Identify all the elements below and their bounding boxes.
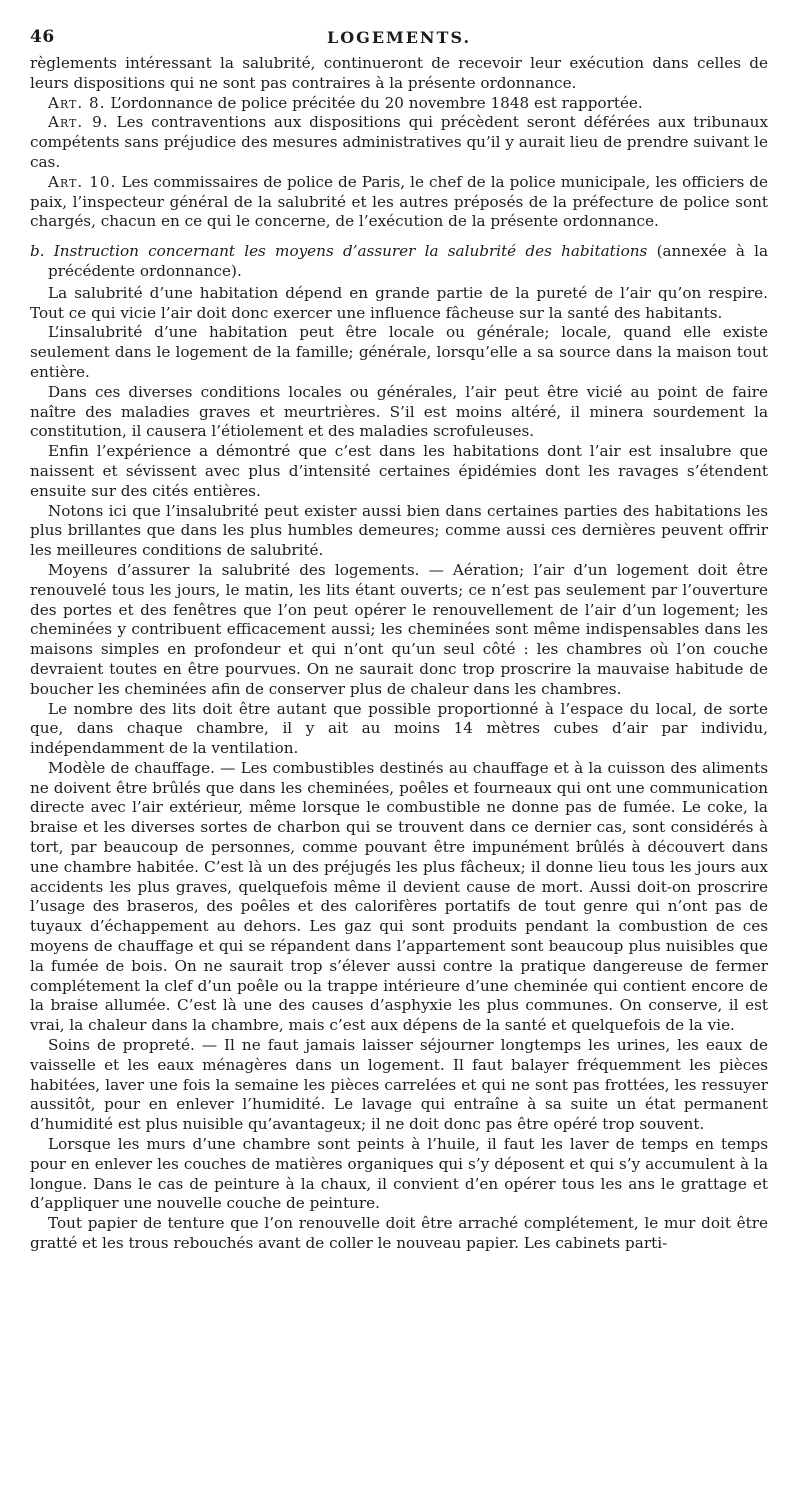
running-title: LOGEMENTS. [326, 28, 472, 47]
page-number: 46 [30, 27, 55, 47]
article-10 [30, 173, 768, 232]
paragraph: Enfin l’expérience a démontré que c’est dans les habitations dont l’air est insalubre que naissent et sévissent avec plus d’intensité certaines épidémies dont les ravages s’étendent ensuite sur des cités entières. [30, 442, 768, 500]
section-letter: b. [30, 242, 45, 261]
section-title-rest: (annexée à la précédente ordonnance). [48, 242, 769, 280]
paragraph: Le nombre des lits doit être autant que possible proportionné à l’espace du local, de sorte que, dans chaque chambre, il y ait au moins 14 mètres cubes d’air par individu, indépendamment de la ventilation. [30, 699, 768, 758]
paragraph: Soins de propreté. — Il ne faut jamais laisser séjourner longtemps les urines, les eaux de vaisselle et les eaux ménagères dans un logement. Il faut balayer fréquemment les pièces habitées, laver une fois la semaine les pièces carrelées et qui ne sont pas frottées, les ressuyer aussitôt, pour en enlever l’humidité. Le lavage qui entraîne à sa suite un état permanent d’humidité est plus nuisible qu’avantageux; il ne doit donc pas être opéré trop souvent. [30, 1036, 768, 1134]
article-9 [30, 113, 768, 172]
article-label: Art. 9. [48, 113, 109, 132]
paragraph: Notons ici que l’insalubrité peut exister aussi bien dans certaines parties des habitations les plus brillantes que dans les plus humbles demeures; comme aussi ces dernières peuvent offrir les meilleures conditions de salubrité. [30, 501, 768, 560]
article-text: L’ordonnance de police précitée du 20 novembre 1848 est rapportée. [110, 93, 643, 112]
paragraph: Moyens d’assurer la salubrité des logements. — Aération; l’air d’un logement doit être renouvelé tous les jours, le matin, les lits étant ouverts; ce n’est pas seulement par l’ouverture des portes et des fenêtres que l’on peut opérer le renouvellement de l’air d’un logement; les cheminées y contribuent efficacement aussi; les cheminées sont même indispensables dans les maisons simples en profondeur et qui n’ont qu’un seul côté : les chambres où l’on couche devraient toutes en être pourvues. On ne saurait donc trop proscrire la mauvaise habitude de boucher les cheminées afin de conserver plus de chaleur dans les chambres. [30, 560, 768, 698]
article-label: Art. 10. [48, 172, 117, 191]
section-heading [30, 242, 768, 282]
article-text: Les commissaires de police de Paris, le chef de la police municipale, les officiers de paix, l’inspecteur général de la salubrité et les autres préposés de la préfecture de police sont chargés, chacun en ce qui le concerne, de l’exécution de la présente ordonnance. [30, 172, 769, 231]
paragraph: Lorsque les murs d’une chambre sont peints à l’huile, il faut les laver de temps en temps pour en enlever les couches de matières organiques qui s’y déposent et qui s’y accumulent à la longue. Dans le cas de peinture à la chaux, il convient d’en opérer tous les ans le grattage et d’appliquer une nouvelle couche de peinture. [30, 1135, 768, 1213]
paragraph: L’insalubrité d’une habitation peut être locale ou générale; locale, quand elle existe seulement dans le logement de la famille; générale, lorsqu’elle a sa source dans la maison tout entière. [30, 323, 768, 381]
paragraph: Tout papier de tenture que l’on renouvelle doit être arraché complétement, le mur doit être gratté et les trous rebouchés avant de coller le nouveau papier. Les cabinets parti- [30, 1214, 768, 1253]
intro-continuation: règlements intéressant la salubrité, continueront de recevoir leur exécution dans celles de leurs dispositions qui ne sont pas contraires à la présente ordonnance. [30, 54, 768, 92]
paragraph: Dans ces diverses conditions locales ou générales, l’air peut être vicié au point de faire naître des maladies graves et meurtrières. S’il est moins altéré, il minera sourdement la constitution, il causera l’étiolement et des maladies scrofuleuses. [30, 382, 768, 441]
section-title-italic: Instruction concernant les moyens d’assurer la salubrité des habitations [53, 242, 648, 261]
paragraph: Modèle de chauffage. — Les combustibles destinés au chauffage et à la cuisson des aliments ne doivent être brûlés que dans les cheminées, poêles et fourneaux qui ont une communication directe avec l’air extérieur, même lorsque le combustible ne donne pas de fumée. Le coke, la braise et les diverses sortes de charbon qui se trouvent dans ce dernier cas, sont considérés à tort, par beaucoup de personnes, comme pouvant être impunément brûlés à découvert dans une chambre habitée. C’est là un des préjugés les plus fâcheux; il donne lieu tous les jours aux accidents les plus graves, quelquefois même il devient cause de mort. Aussi doit-on proscrire l’usage des braseros, des poêles et des calorifères portatifs de tout genre qui n’ont pas de tuyaux d’échappement au dehors. Les gaz qui sont produits pendant la combustion de ces moyens de chauffage et qui se répandent dans l’appartement sont beaucoup plus nuisibles que la fumée de bois. On ne saurait trop s’élever aussi contre la pratique dangereuse de fermer complétement la clef d’un poêle ou la trappe intérieure d’une cheminée qui contient encore de la braise allumée. C’est là une des causes d’asphyxie les plus communes. On conserve, il est vrai, la chaleur dans la chambre, mais c’est aux dépens de la santé et quelquefois de la vie. [30, 758, 768, 1035]
document-page [30, 28, 768, 1254]
article-8 [30, 94, 768, 114]
paragraph: La salubrité d’une habitation dépend en grande partie de la pureté de l’air qu’on respire. Tout ce qui vicie l’air doit donc exercer une influence fâcheuse sur la santé des habitants. [30, 283, 768, 322]
article-text: Les contraventions aux dispositions qui précèdent seront déférées aux tribunaux compétents sans préjudice des mesures administratives qu’il y aurait lieu de prendre suivant le cas. [30, 113, 769, 171]
article-label: Art. 8. [48, 93, 106, 112]
page-header [30, 28, 768, 52]
